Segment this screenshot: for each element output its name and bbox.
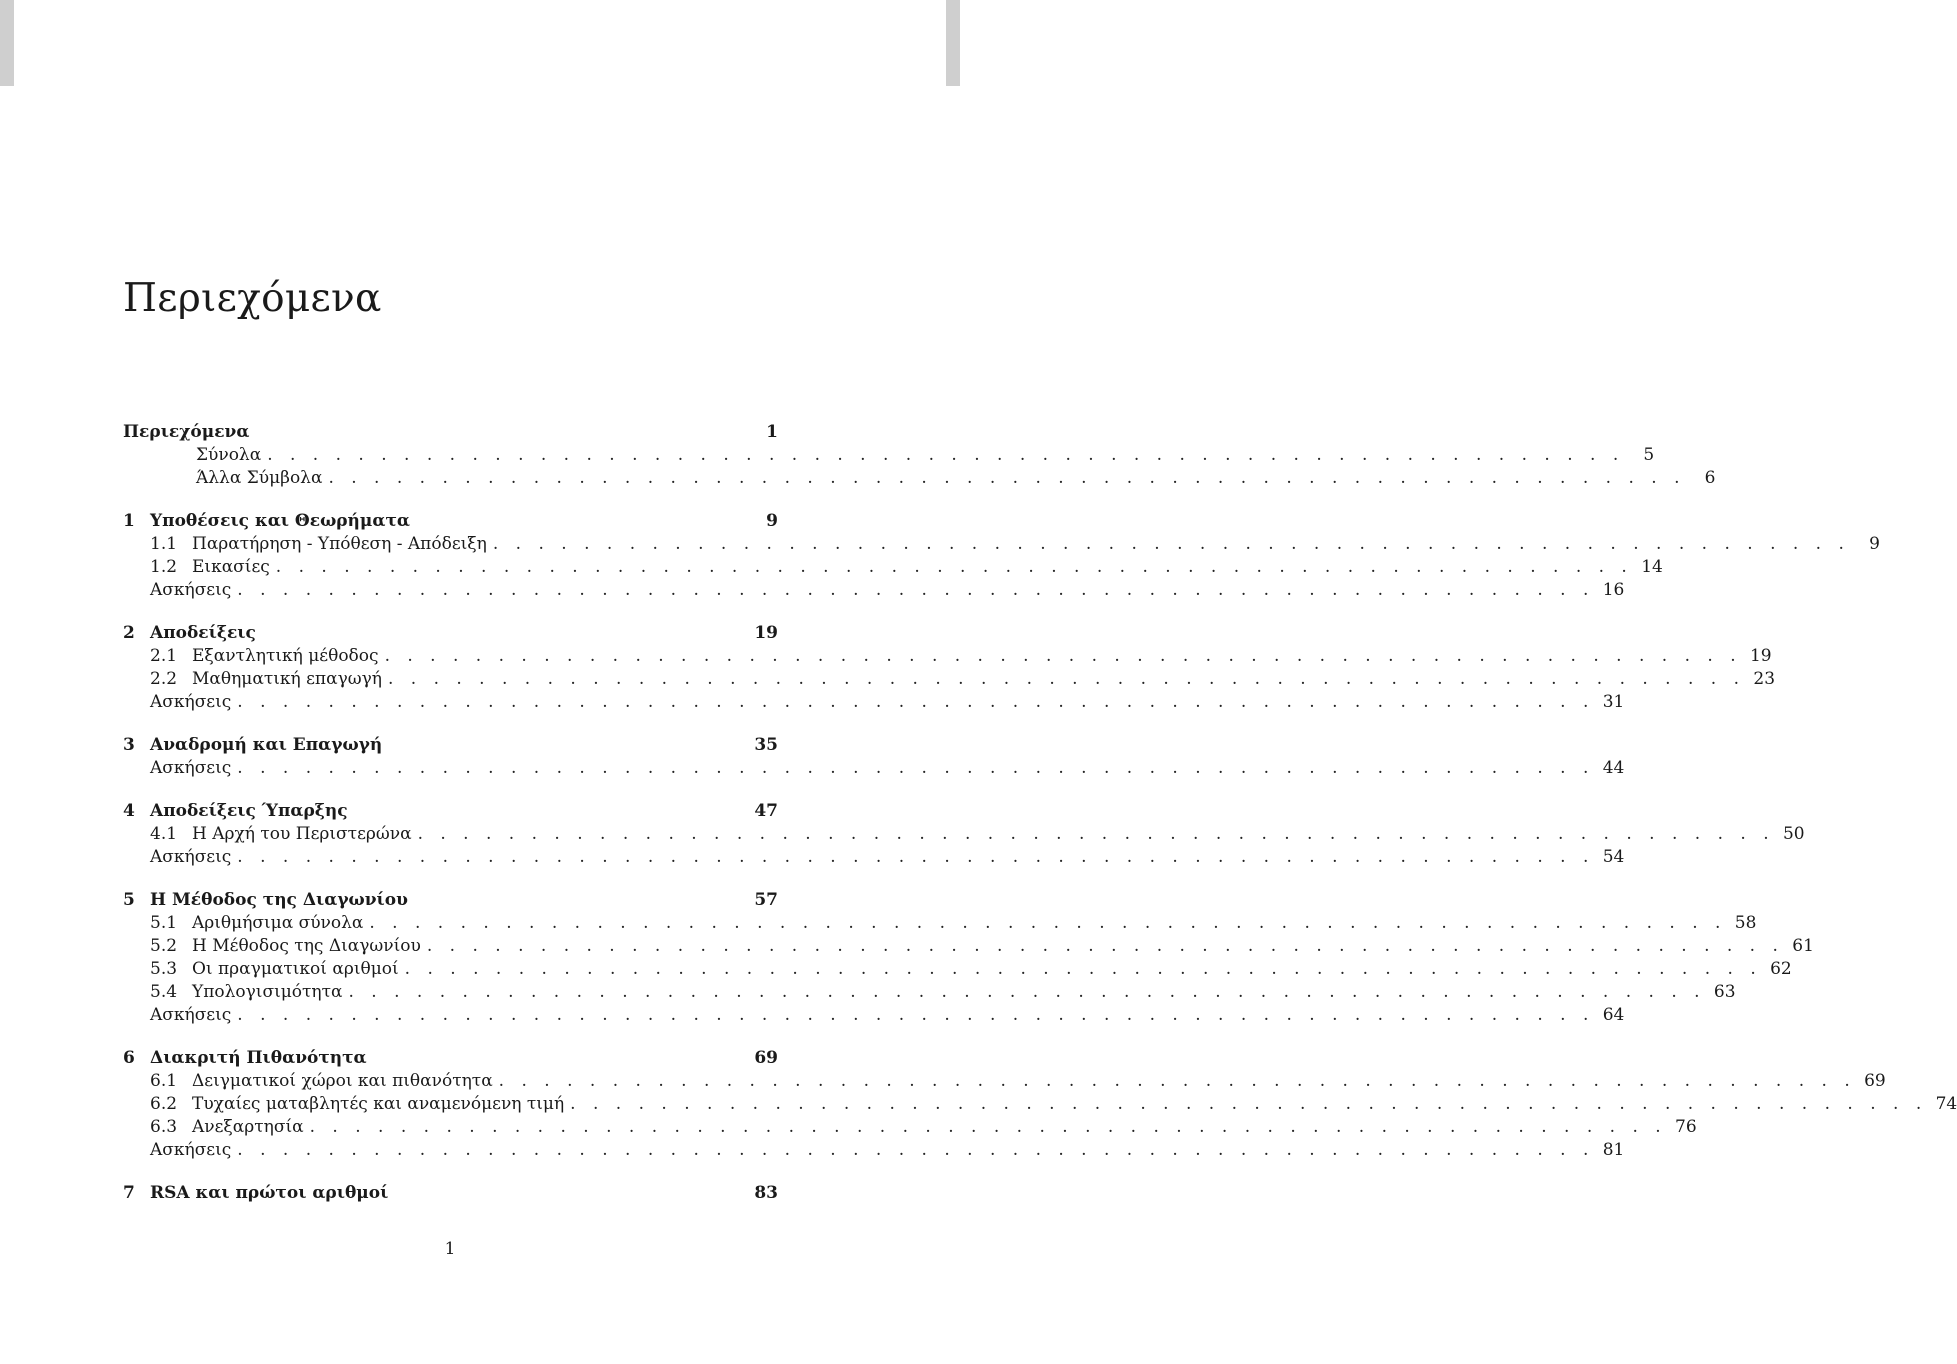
toc-front-page: 1 [766, 422, 778, 442]
toc-entry-page: 5 [1643, 445, 1655, 465]
toc-chapter[interactable] [123, 800, 778, 823]
toc-chapter-number: 7 [123, 1183, 135, 1203]
toc-entry-title: Ασκήσεις [150, 758, 232, 778]
toc-entry-number: 6.3 [150, 1117, 178, 1137]
toc-entry-title: Εικασίες [192, 557, 270, 577]
page-number: 1 [444, 1239, 456, 1259]
toc-entry-page: 62 [1770, 959, 1792, 979]
toc-chapter-number: 6 [123, 1048, 135, 1068]
dot-leader: . . . . . . . . . . . . . . . . . . . . . . . . . . . . . . . . . . . . . . . . . . . . . . . . . . . . . . . . . . . . [404, 959, 1762, 979]
toc-entry-page: 69 [1864, 1071, 1886, 1091]
toc-entry[interactable] [123, 1116, 1697, 1139]
toc-entry[interactable] [123, 444, 1655, 467]
toc-front-items [123, 444, 1716, 490]
toc-chapter[interactable] [123, 889, 778, 912]
dot-leader: . . . . . . . . . . . . . . . . . . . . . . . . . . . . . . . . . . . . . . . . . . . . . . . . . . . . . . . . . . . . [237, 1005, 1595, 1025]
toc-entry[interactable] [123, 912, 1757, 935]
dot-leader: . . . . . . . . . . . . . . . . . . . . . . . . . . . . . . . . . . . . . . . . . . . . . . . . . . . . . . . . . . . . [237, 1140, 1595, 1160]
toc-entry-page: 44 [1602, 758, 1625, 778]
toc-entry-page: 23 [1753, 669, 1776, 689]
toc-chapter-page: 47 [754, 801, 778, 821]
toc-chapter-title: Διακριτή Πιθανότητα [150, 1048, 367, 1068]
toc-entry-number: 1.1 [150, 534, 178, 554]
toc-entry-title: Ασκήσεις [150, 692, 232, 712]
toc-entry-number: 5.2 [150, 936, 178, 956]
toc-entry-title: Ανεξαρτησία [192, 1117, 304, 1137]
toc-chapter-title: RSA και πρώτοι αριθμοί [150, 1183, 389, 1203]
toc-chapter[interactable] [123, 622, 778, 645]
toc-entry-page: 50 [1782, 824, 1805, 844]
toc-entry-page: 81 [1602, 1140, 1625, 1160]
toc-chapters [123, 510, 1957, 1205]
toc-chapter-title: Η Μέθοδος της Διαγωνίου [150, 890, 408, 910]
toc-entry-title: Αριθμήσιμα σύνολα [192, 913, 364, 933]
dot-leader: . . . . . . . . . . . . . . . . . . . . . . . . . . . . . . . . . . . . . . . . . . . . . . . . . . . . . . . . . . . . [492, 534, 1850, 554]
dot-leader: . . . . . . . . . . . . . . . . . . . . . . . . . . . . . . . . . . . . . . . . . . . . . . . . . . . . . . . . . . . . [237, 692, 1595, 712]
toc-entry-page: 19 [1749, 646, 1772, 666]
toc-entry[interactable] [123, 1093, 1957, 1116]
toc-entry-page: 76 [1675, 1117, 1697, 1137]
toc-entry-page: 9 [1869, 534, 1880, 554]
toc-entry[interactable] [123, 981, 1736, 1004]
toc-entry[interactable] [123, 533, 1880, 556]
toc-entry-number: 1.2 [150, 557, 178, 577]
toc-entry-page: 16 [1602, 580, 1625, 600]
toc-entry[interactable] [123, 691, 1625, 714]
toc-entry-page: 74 [1935, 1094, 1957, 1114]
toc-entry-number: 4.1 [150, 824, 178, 844]
toc-entry[interactable] [123, 1139, 1625, 1162]
toc-chapter-number: 3 [123, 735, 135, 755]
toc-chapter[interactable] [123, 734, 778, 757]
toc-entry-page: 63 [1713, 982, 1736, 1002]
toc-entry-title: Τυχαίες ματαβλητές και αναμενόμενη τιμή [192, 1094, 565, 1114]
toc-entry-page: 31 [1602, 692, 1625, 712]
toc-front-heading[interactable] [123, 421, 778, 444]
toc-entry[interactable] [123, 467, 1716, 490]
toc-entry-page: 54 [1602, 847, 1625, 867]
toc-entry[interactable] [123, 935, 1814, 958]
dot-leader: . . . . . . . . . . . . . . . . . . . . . . . . . . . . . . . . . . . . . . . . . . . . . . . . . . . . . . . . . . . . [369, 913, 1727, 933]
dot-leader: . . . . . . . . . . . . . . . . . . . . . . . . . . . . . . . . . . . . . . . . . . . . . . . . . . . . . . . . . . . . [498, 1071, 1856, 1091]
table-of-contents [123, 421, 1957, 1205]
toc-entry-title: Εξαντλητική μέθοδος [192, 646, 379, 666]
toc-entry[interactable] [123, 668, 1776, 691]
toc-entry-number: 5.3 [150, 959, 178, 979]
dot-leader: . . . . . . . . . . . . . . . . . . . . . . . . . . . . . . . . . . . . . . . . . . . . . . . . . . . . . . . . . . . . [309, 1117, 1667, 1137]
toc-chapter-number: 4 [123, 801, 135, 821]
toc-entry-title: Σύνολα [196, 445, 262, 465]
toc-chapter-title: Υποθέσεις και Θεωρήματα [150, 511, 410, 531]
toc-chapter[interactable] [123, 510, 778, 533]
dot-leader: . . . . . . . . . . . . . . . . . . . . . . . . . . . . . . . . . . . . . . . . . . . . . . . . . . . . . . . . . . . . [348, 982, 1706, 1002]
dot-leader: . . . . . . . . . . . . . . . . . . . . . . . . . . . . . . . . . . . . . . . . . . . . . . . . . . . . . . . . . . . . [426, 936, 1784, 956]
toc-entry-number: 6.2 [150, 1094, 178, 1114]
toc-chapter-page: 9 [766, 511, 778, 531]
toc-chapter[interactable] [123, 1182, 778, 1205]
toc-entry-number: 5.1 [150, 913, 178, 933]
dot-leader: . . . . . . . . . . . . . . . . . . . . . . . . . . . . . . . . . . . . . . . . . . . . . . . . . . . . . . . . . . . . [275, 557, 1633, 577]
toc-entry-title: Παρατήρηση - Υπόθεση - Απόδειξη [192, 534, 487, 554]
toc-entry[interactable] [123, 556, 1663, 579]
toc-entry[interactable] [123, 579, 1625, 602]
toc-entry-page: 58 [1734, 913, 1757, 933]
toc-entry[interactable] [123, 757, 1625, 780]
dot-leader: . . . . . . . . . . . . . . . . . . . . . . . . . . . . . . . . . . . . . . . . . . . . . . . . . . . . . . . . . . . . [387, 669, 1746, 689]
dot-leader: . . . . . . . . . . . . . . . . . . . . . . . . . . . . . . . . . . . . . . . . . . . . . . . . . . . . . . . . . . . . [328, 468, 1686, 488]
toc-chapter-title: Αναδρομή και Επαγωγή [150, 735, 383, 755]
toc-entry[interactable] [123, 958, 1792, 981]
page-heading: Περιεχόμενα [123, 276, 382, 321]
toc-entry[interactable] [123, 645, 1772, 668]
dot-leader: . . . . . . . . . . . . . . . . . . . . . . . . . . . . . . . . . . . . . . . . . . . . . . . . . . . . . . . . . . . . [570, 1094, 1928, 1114]
toc-entry[interactable] [123, 1070, 1886, 1093]
toc-chapter-title: Αποδείξεις Ύπαρξης [150, 801, 348, 821]
toc-entry-title: Οι πραγματικοί αριθμοί [192, 959, 399, 979]
crop-mark-left [0, 0, 14, 86]
toc-entry-title: Ασκήσεις [150, 580, 232, 600]
toc-entry-page: 6 [1704, 468, 1716, 488]
toc-chapter-page: 69 [754, 1048, 778, 1068]
toc-chapter-page: 19 [754, 623, 778, 643]
toc-chapter-number: 5 [123, 890, 135, 910]
toc-chapter-page: 35 [754, 735, 778, 755]
toc-entry-title: Ασκήσεις [150, 1005, 232, 1025]
toc-entry-number: 2.1 [150, 646, 178, 666]
toc-entry-title: Μαθηματική επαγωγή [192, 669, 382, 689]
toc-entry-title: Η Αρχή του Περιστερώνα [192, 824, 412, 844]
toc-entry[interactable] [123, 846, 1625, 869]
toc-chapter-number: 2 [123, 623, 135, 643]
toc-chapter-page: 83 [754, 1183, 778, 1203]
dot-leader: . . . . . . . . . . . . . . . . . . . . . . . . . . . . . . . . . . . . . . . . . . . . . . . . . . . . . . . . . . . . [237, 847, 1595, 867]
toc-entry-title: Υπολογισιμότητα [192, 982, 343, 1002]
toc-entry-title: Δειγματικοί χώροι και πιθανότητα [192, 1071, 493, 1091]
toc-entry-title: Ασκήσεις [150, 1140, 232, 1160]
toc-entry[interactable] [123, 1004, 1625, 1027]
toc-chapter-title: Αποδείξεις [150, 623, 256, 643]
toc-entry-title: Ασκήσεις [150, 847, 232, 867]
toc-front-title: Περιεχόμενα [123, 422, 250, 442]
toc-entry-page: 64 [1602, 1005, 1625, 1025]
toc-entry-page: 61 [1792, 936, 1814, 956]
toc-entry-title: Η Μέθοδος της Διαγωνίου [192, 936, 421, 956]
dot-leader: . . . . . . . . . . . . . . . . . . . . . . . . . . . . . . . . . . . . . . . . . . . . . . . . . . . . . . . . . . . . [237, 758, 1595, 778]
toc-chapter-number: 1 [123, 511, 135, 531]
toc-entry[interactable] [123, 823, 1805, 846]
dot-leader: . . . . . . . . . . . . . . . . . . . . . . . . . . . . . . . . . . . . . . . . . . . . . . . . . . . . . . . . . . . . [267, 445, 1625, 465]
dot-leader: . . . . . . . . . . . . . . . . . . . . . . . . . . . . . . . . . . . . . . . . . . . . . . . . . . . . . . . . . . . . [417, 824, 1775, 844]
crop-mark-right [946, 0, 960, 86]
dot-leader: . . . . . . . . . . . . . . . . . . . . . . . . . . . . . . . . . . . . . . . . . . . . . . . . . . . . . . . . . . . . [384, 646, 1742, 666]
dot-leader: . . . . . . . . . . . . . . . . . . . . . . . . . . . . . . . . . . . . . . . . . . . . . . . . . . . . . . . . . . . . [237, 580, 1595, 600]
toc-chapter[interactable] [123, 1047, 778, 1070]
toc-entry-number: 2.2 [150, 669, 178, 689]
toc-entry-title: Άλλα Σύμβολα [196, 468, 323, 488]
toc-entry-page: 14 [1641, 557, 1663, 577]
toc-entry-number: 6.1 [150, 1071, 178, 1091]
toc-entry-number: 5.4 [150, 982, 178, 1002]
toc-chapter-page: 57 [754, 890, 778, 910]
